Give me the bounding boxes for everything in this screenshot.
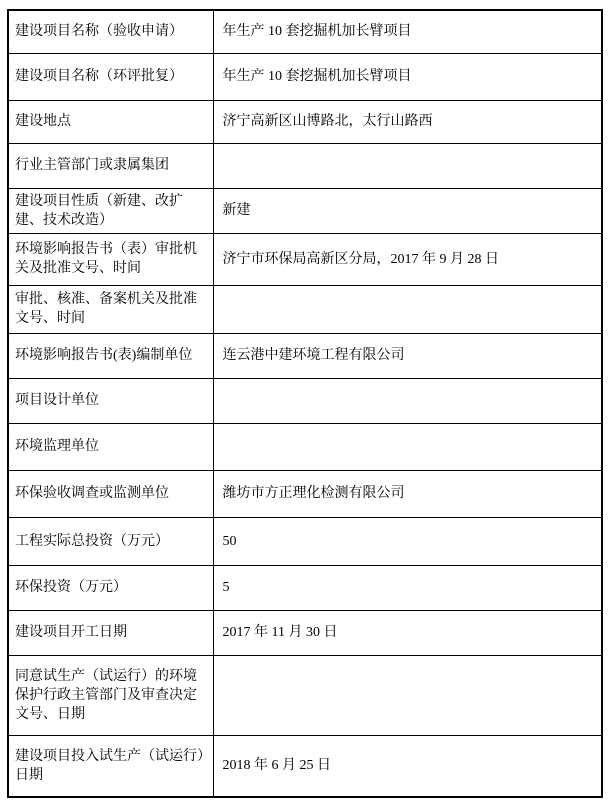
table-row <box>8 655 602 735</box>
table-row <box>8 53 602 100</box>
row-label-cell: 环境影响报告书（表）审批机关及批准文号、时间 <box>8 233 213 285</box>
row-label-cell: 环保投资（万元） <box>8 565 213 610</box>
row-value-cell: 年生产 10 套挖掘机加长臂项目 <box>213 53 602 100</box>
row-value-cell: 2018 年 6 月 25 日 <box>213 735 602 797</box>
table-row <box>8 100 602 143</box>
row-label-cell: 同意试生产（试运行）的环境保护行政主管部门及审查决定文号、日期 <box>8 655 213 735</box>
row-value-cell: 连云港中建环境工程有限公司 <box>213 333 602 378</box>
row-value-cell: 年生产 10 套挖掘机加长臂项目 <box>213 10 602 53</box>
row-label-cell: 建设项目名称（环评批复） <box>8 53 213 100</box>
table-row <box>8 10 602 53</box>
row-label-cell: 建设项目性质（新建、改扩建、技术改造） <box>8 188 213 233</box>
row-label-cell: 审批、核准、备案机关及批准文号、时间 <box>8 285 213 333</box>
row-label-cell: 建设项目投入试生产（试运行）日期 <box>8 735 213 797</box>
row-value-cell <box>213 423 602 470</box>
row-value-cell: 潍坊市方正理化检测有限公司 <box>213 470 602 517</box>
row-value-cell <box>213 285 602 333</box>
row-label-cell: 建设地点 <box>8 100 213 143</box>
row-label-cell: 建设项目开工日期 <box>8 610 213 655</box>
table-row <box>8 233 602 285</box>
row-label-cell: 环境影响报告书(表)编制单位 <box>8 333 213 378</box>
table-row <box>8 285 602 333</box>
row-label-cell: 工程实际总投资（万元） <box>8 517 213 565</box>
project-info-table <box>7 9 603 798</box>
row-value-cell: 5 <box>213 565 602 610</box>
row-value-cell: 济宁市环保局高新区分局，2017 年 9 月 28 日 <box>213 233 602 285</box>
table-row <box>8 470 602 517</box>
table-row <box>8 143 602 188</box>
row-value-cell: 2017 年 11 月 30 日 <box>213 610 602 655</box>
table-row <box>8 423 602 470</box>
table-row <box>8 378 602 423</box>
row-label-cell: 行业主管部门或隶属集团 <box>8 143 213 188</box>
row-value-cell <box>213 655 602 735</box>
row-label-cell: 环境监理单位 <box>8 423 213 470</box>
table-row <box>8 610 602 655</box>
table-row <box>8 735 602 797</box>
row-value-cell <box>213 143 602 188</box>
row-value-cell: 新建 <box>213 188 602 233</box>
row-label-cell: 环保验收调查或监测单位 <box>8 470 213 517</box>
table-row <box>8 333 602 378</box>
row-label-cell: 项目设计单位 <box>8 378 213 423</box>
table-row <box>8 565 602 610</box>
row-value-cell: 济宁高新区山博路北，太行山路西 <box>213 100 602 143</box>
row-value-cell: 50 <box>213 517 602 565</box>
table-row <box>8 188 602 233</box>
row-value-cell <box>213 378 602 423</box>
row-label-cell: 建设项目名称（验收申请） <box>8 10 213 53</box>
table-row <box>8 517 602 565</box>
